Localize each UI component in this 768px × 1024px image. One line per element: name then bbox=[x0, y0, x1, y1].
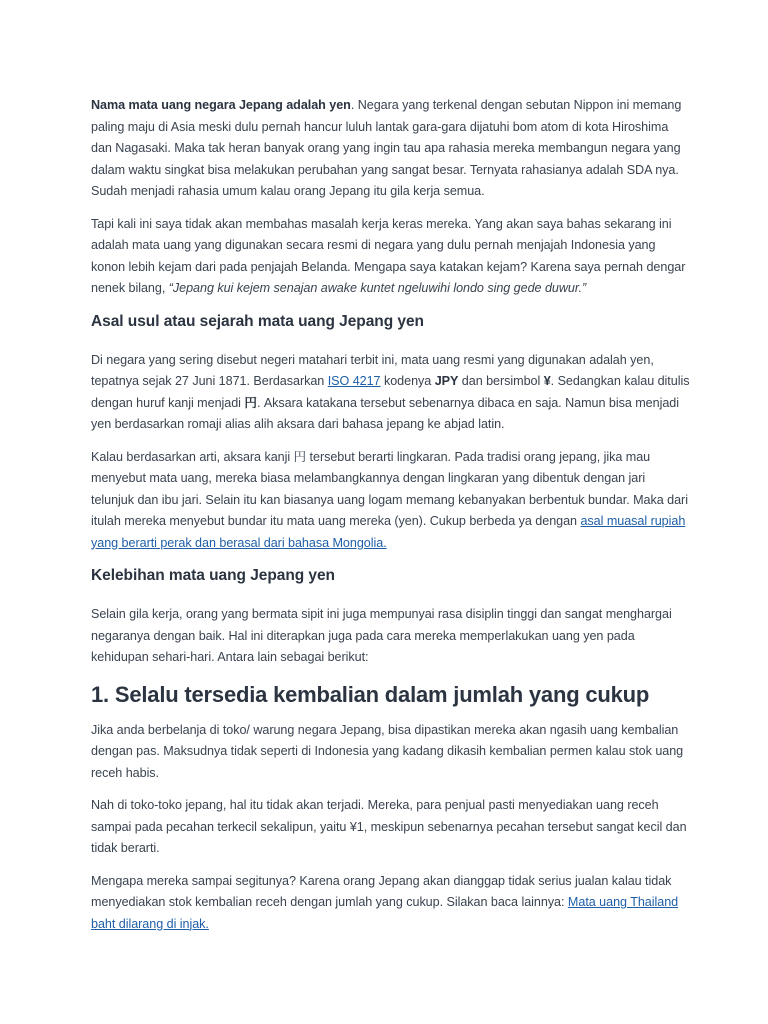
history-text-2: kodenya bbox=[380, 374, 435, 388]
meaning-text: Kalau berdasarkan arti, aksara kanji 円 tersebut berarti lingkaran. Pada tradisi orang jepang, jika mau menyebut mata uang, mereka biasa melambangkannya dengan lingkaran yang dibentuk dengan jari telunjuk dan ibu jari. Selain itu kan biasanya uang logam memang kebanyakan berbentuk bundar. Maka dari itulah mereka menyebut bundar itu mata uang mereka (yen). Cukup berbeda ya dengan bbox=[91, 449, 688, 528]
change-paragraph-2: Nah di toko-toko jepang, hal itu tidak akan terjadi. Mereka, para penjual pasti menyediakan uang receh sampai pada pecahan terkecil sekalipun, yaitu ¥1, meskipun sebenarnya pecahan tersebut sangat kecil dan tidak berarti. bbox=[91, 798, 687, 855]
currency-code: JPY bbox=[434, 374, 459, 388]
grandmother-quote: “Jepang kui kejem senajan awake kuntet ngeluwihi londo sing gede duwur.” bbox=[168, 281, 587, 295]
change-paragraph-1: Jika anda berbelanja di toko/ warung negara Jepang, bisa dipastikan mereka akan ngasih uang kembalian dengan pas. Maksudnya tidak seperti di Indonesia yang kadang dikasih kembalian permen kalau stok uang receh habis. bbox=[91, 722, 684, 780]
article-body bbox=[91, 95, 691, 946]
intro-lead-bold: Nama mata uang negara Jepang adalah yen bbox=[91, 98, 351, 112]
history-text-5: . Aksara katakana tersebut sebenarnya dibaca en saja. Namun bisa menjadi yen berdasarkan romaji alias alih aksara dari bahasa jepang ke abjad latin. bbox=[91, 395, 679, 431]
thailand-baht-link[interactable]: Mata uang Thailand baht dilarang di injak. bbox=[91, 895, 679, 931]
second-paragraph bbox=[91, 214, 691, 300]
meaning-paragraph bbox=[91, 447, 691, 555]
heading-kelebihan: Kelebihan mata uang Jepang yen bbox=[91, 567, 335, 584]
currency-symbol: ¥ bbox=[543, 374, 551, 388]
history-text-4: . Sedangkan kalau ditulis dengan huruf kanji menjadi bbox=[91, 374, 690, 410]
intro-text: . Negara yang terkenal dengan sebutan Nippon ini memang paling maju di Asia meski dulu pernah hancur luluh lantak gara-gara dijatuhi bom atom di kota Hiroshima dan Nagasaki. Maka tak heran banyak orang yang ingin tau apa rahasia mereka membangun negara yang dalam waktu singkat bisa melakukan perubahan yang sangat besar. Ternyata rahasianya adalah SDA nya. Sudah menjadi rahasia umum kalau orang Jepang itu gila kerja semua. bbox=[91, 98, 682, 198]
history-text-3: dan bersimbol bbox=[458, 374, 544, 388]
rupiah-origin-link[interactable]: asal muasal rupiah yang berarti perak dan berasal dari bahasa Mongolia. bbox=[91, 514, 686, 550]
iso-4217-link[interactable]: ISO 4217 bbox=[327, 374, 381, 388]
heading-asal-usul: Asal usul atau sejarah mata uang Jepang yen bbox=[91, 312, 424, 330]
change-paragraph-3-text: Mengapa mereka sampai segitunya? Karena orang Jepang akan dianggap tidak serius jualan kalau tidak menyediakan stok kembalian receh dengan jumlah yang cukup. Silakan baca lainnya: bbox=[91, 873, 672, 909]
second-paragraph-text: Tapi kali ini saya tidak akan membahas masalah kerja keras mereka. Yang akan saya bahas sekarang ini adalah mata uang yang digunakan secara resmi di negara yang dulu pernah menjajah Indonesia yang konon lebih kejam dari pada penjajah Belanda. Mengapa saya katakan kejam? Karena saya pernah dengar nenek bilang, bbox=[91, 216, 686, 295]
change-paragraph-3 bbox=[91, 871, 691, 936]
history-paragraph bbox=[91, 350, 691, 436]
heading-point-one: 1. Selalu tersedia kembalian dalam jumlah yang cukup bbox=[91, 681, 650, 707]
advantages-intro-paragraph: Selain gila kerja, orang yang bermata sipit ini juga mempunyai rasa disiplin tinggi dan sangat menghargai negaranya dengan baik. Hal ini diterapkan juga pada cara mereka memperlakukan uang yen pada kehidupan sehari-hari. Antara lain sebagai berikut: bbox=[91, 607, 672, 664]
intro-paragraph bbox=[91, 95, 691, 203]
kanji-symbol: 円 bbox=[244, 395, 257, 410]
history-text-1: Di negara yang sering disebut negeri matahari terbit ini, mata uang resmi yang digunakan adalah yen, tepatnya sejak 27 Juni 1871. Berdasarkan bbox=[91, 352, 654, 388]
